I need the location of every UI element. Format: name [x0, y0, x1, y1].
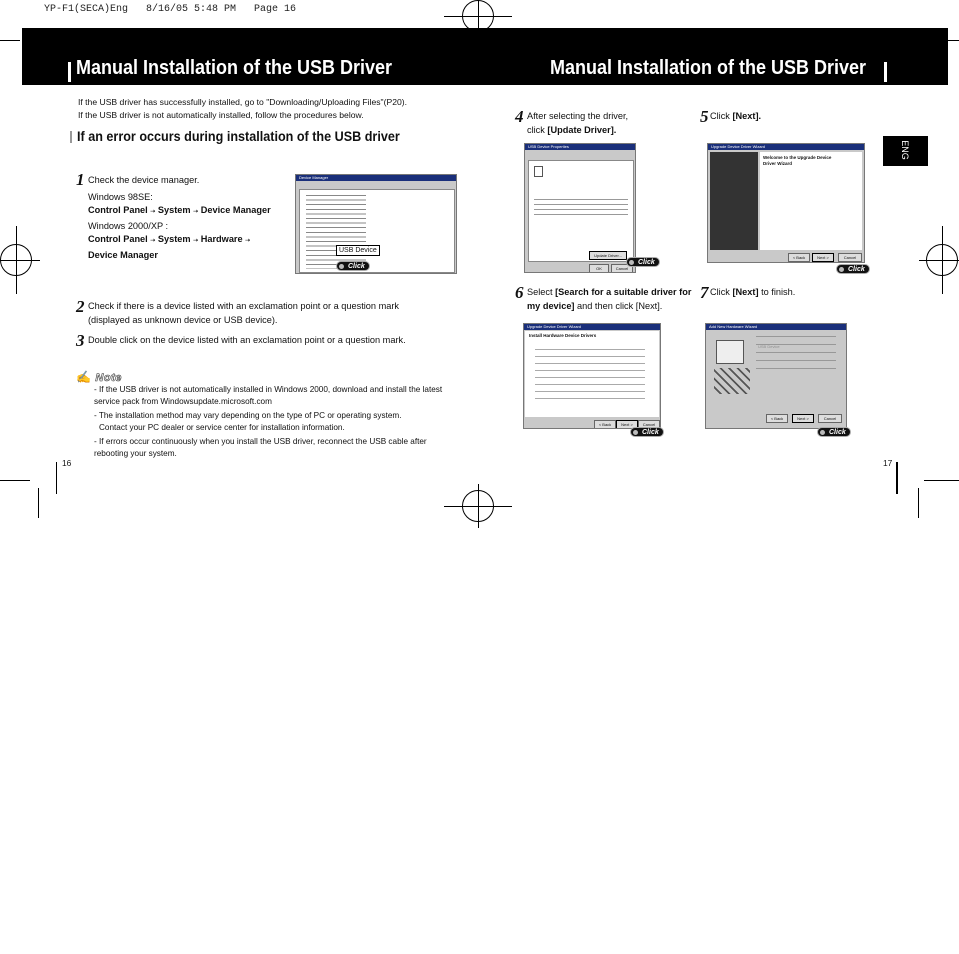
click-badge: Click	[336, 261, 370, 271]
step-7-number: 7	[700, 283, 709, 302]
step-1-text: Check the device manager.	[88, 175, 200, 185]
back-button[interactable]: < Back	[594, 420, 616, 429]
note-title: Note	[95, 372, 122, 384]
click-badge: Click	[817, 427, 851, 437]
wizard-heading: Install Hardware Device Drivers	[529, 333, 597, 338]
device-icon	[534, 166, 543, 177]
crop-mark	[896, 462, 898, 494]
note-item: - The installation method may vary depending on the type of PC or operating system.	[94, 411, 402, 420]
step-1-os1: Windows 98SE:	[88, 191, 153, 202]
note-item: - If the USB driver is not automatically installed in Windows 2000, download and install the latest service pack from Windowsupdate.microsoft.com	[94, 385, 443, 406]
registration-mark	[0, 260, 40, 261]
registration-mark	[942, 226, 943, 294]
registration-mark	[444, 506, 512, 507]
screenshot-titlebar: Upgrade Device Driver Wizard	[524, 324, 660, 330]
page-title-right: Manual Installation of the USB Driver	[550, 57, 867, 79]
cancel-button[interactable]: Cancel	[638, 420, 660, 429]
cancel-button[interactable]: Cancel	[838, 253, 862, 262]
step-3-number: 3	[76, 331, 85, 350]
crop-mark	[924, 480, 959, 481]
click-badge: Click	[626, 257, 660, 267]
crop-mark	[918, 488, 919, 518]
pencil-icon: ✍	[76, 370, 91, 384]
step-2-number: 2	[76, 297, 85, 316]
wizard-panel	[760, 152, 862, 250]
disk-icons	[714, 368, 750, 394]
wizard-text-lines	[535, 345, 645, 405]
wizard-graphic	[710, 152, 758, 250]
step-3-text: Double click on the device listed with an exclamation point or a question mark.	[88, 335, 406, 345]
step-4-text-b: click [Update Driver].	[527, 124, 617, 135]
arrow-icon: ➝	[193, 238, 199, 244]
step-4-number: 4	[515, 107, 524, 126]
tree-lines	[306, 193, 366, 269]
step-6: Select [Search for a suitable driver for my device] and then click [Next].	[527, 287, 692, 311]
page-number-left: 16	[62, 458, 72, 468]
subheading	[77, 128, 400, 144]
crop-mark	[56, 462, 57, 494]
arrow-icon: ➝	[245, 238, 251, 244]
step-1-number: 1	[76, 170, 85, 189]
step-4	[527, 110, 687, 137]
back-button[interactable]: < Back	[766, 414, 788, 423]
crop-mark	[0, 40, 20, 41]
intro-line-1: If the USB driver has successfully installed, go to "Downloading/Uploading Files"(P20).	[78, 97, 408, 107]
title-bar-right	[884, 62, 887, 82]
update-driver-button[interactable]: Update Driver...	[589, 251, 627, 260]
note-item: - If errors occur continuously when you install the USB driver, reconnect the USB cable after rebooting your system.	[94, 437, 427, 458]
page-number-right: 17	[883, 458, 893, 468]
step-5: Click [Next].	[710, 111, 762, 121]
back-button[interactable]: < Back	[788, 253, 810, 262]
step-1-path1: Control Panel ➝ System ➝ Device Manager	[88, 205, 271, 215]
device-manager-screenshot	[295, 174, 457, 274]
intro-line-2: If the USB driver is not automatically installed, follow the procedures below.	[78, 110, 364, 120]
crop-mark	[38, 488, 39, 518]
properties-panel	[528, 160, 634, 262]
language-tab-label: ENG	[899, 140, 910, 160]
subheading-text: If an error occurs during installation of the USB driver	[77, 128, 400, 144]
registration-mark	[16, 226, 17, 294]
device-tree	[299, 189, 455, 273]
step-4-text-a: After selecting the driver,	[527, 111, 629, 121]
upgrade-wizard-screenshot	[707, 143, 865, 263]
arrow-icon: ➝	[150, 209, 156, 215]
usb-device-label: USB Device	[336, 245, 380, 256]
wizard-panel	[525, 331, 659, 417]
crop-mark	[0, 480, 30, 481]
ok-button[interactable]: OK	[589, 264, 609, 273]
page-title-left: Manual Installation of the USB Driver	[76, 57, 393, 79]
intro-text	[78, 96, 407, 122]
step-1	[88, 174, 298, 262]
screenshot-titlebar: Add New Hardware Wizard	[706, 324, 846, 330]
next-button[interactable]: Next >	[812, 253, 834, 262]
next-button[interactable]: Next >	[792, 414, 814, 423]
cancel-button[interactable]: Cancel	[818, 414, 842, 423]
wizard-heading: Welcome to the Upgrade Device Driver Wizard	[763, 155, 832, 166]
step-1-os2: Windows 2000/XP :	[88, 220, 169, 231]
title-bar-left	[68, 62, 71, 82]
add-hardware-screenshot	[705, 323, 847, 429]
step-1-path2-end: Device Manager	[88, 249, 158, 260]
install-drivers-screenshot	[523, 323, 661, 429]
computer-icon	[716, 340, 744, 364]
properties-lines	[534, 197, 628, 217]
arrow-icon: ➝	[150, 238, 156, 244]
step-1-path2: Control Panel ➝ System ➝ Hardware ➝	[88, 234, 251, 244]
registration-mark	[919, 260, 959, 261]
step-5-number: 5	[700, 107, 709, 126]
registration-mark	[444, 16, 512, 17]
cancel-button[interactable]: Cancel	[611, 264, 633, 273]
click-badge: Click	[630, 427, 664, 437]
next-button[interactable]: Next >	[616, 420, 638, 429]
arrow-icon: ➝	[193, 209, 199, 215]
click-badge: Click	[836, 264, 870, 274]
print-slug: YP-F1(SECA)Eng 8/16/05 5:48 PM Page 16	[44, 4, 297, 15]
screenshot-titlebar: Device Manager	[296, 175, 456, 181]
usb-properties-screenshot	[524, 143, 636, 273]
note-list	[94, 384, 444, 462]
title-banner	[22, 28, 948, 85]
step-6-number: 6	[515, 283, 524, 302]
screenshot-titlebar: USB Device Properties	[525, 144, 635, 150]
step-2-text: Check if there is a device listed with an exclamation point or a question mark (displayed as unknown device or USB device).	[88, 301, 399, 325]
language-tab	[883, 136, 928, 166]
screenshot-titlebar: Upgrade Device Driver Wizard	[708, 144, 864, 150]
wizard-text-lines	[756, 332, 836, 372]
note-item: Contact your PC dealer or service center for installation information.	[99, 422, 345, 432]
subheading-bar	[70, 131, 72, 143]
step-7: Click [Next] to finish.	[710, 287, 796, 297]
